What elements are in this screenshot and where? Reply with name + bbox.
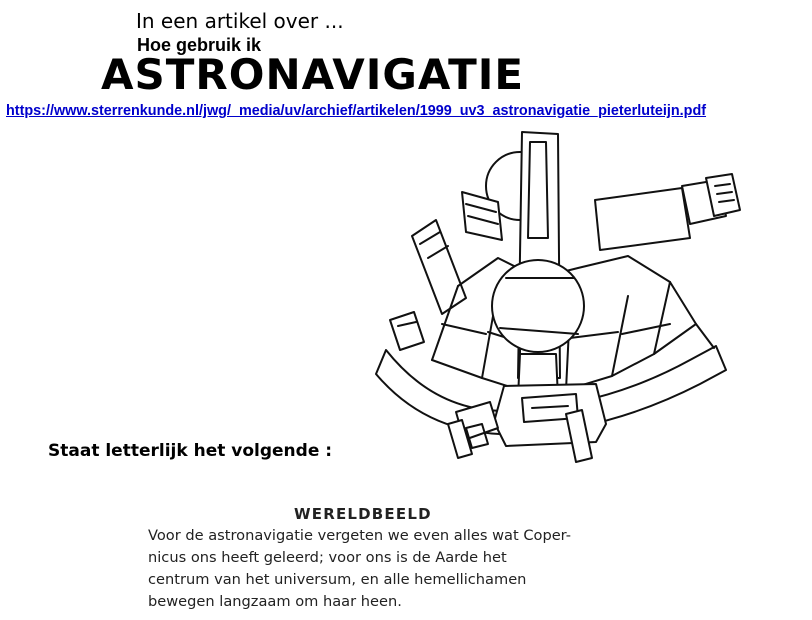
excerpt-line: Voor de astronavigatie vergeten we even alles wat Coper-	[148, 527, 572, 544]
excerpt-line: bewegen langzaam om haar heen.	[148, 593, 402, 610]
quote-intro: Staat letterlijk het volgende :	[48, 441, 333, 461]
subtitle: Hoe gebruik ik	[137, 35, 262, 55]
main-title: ASTRONAVIGATIE	[101, 50, 525, 99]
intro-text: In een artikel over ...	[136, 9, 344, 33]
excerpt-line: centrum van het universum, en alle hemellichamen	[148, 571, 527, 588]
sextant-icon	[370, 128, 790, 480]
excerpt-line: nicus ons heeft geleerd; voor ons is de Aarde het	[148, 549, 507, 566]
excerpt-heading: WERELDBEELD	[294, 505, 432, 523]
source-link[interactable]: https://www.sterrenkunde.nl/jwg/_media/uv/archief/artikelen/1999_uv3_astronavigatie_pieterluteijn.pdf	[6, 103, 707, 119]
